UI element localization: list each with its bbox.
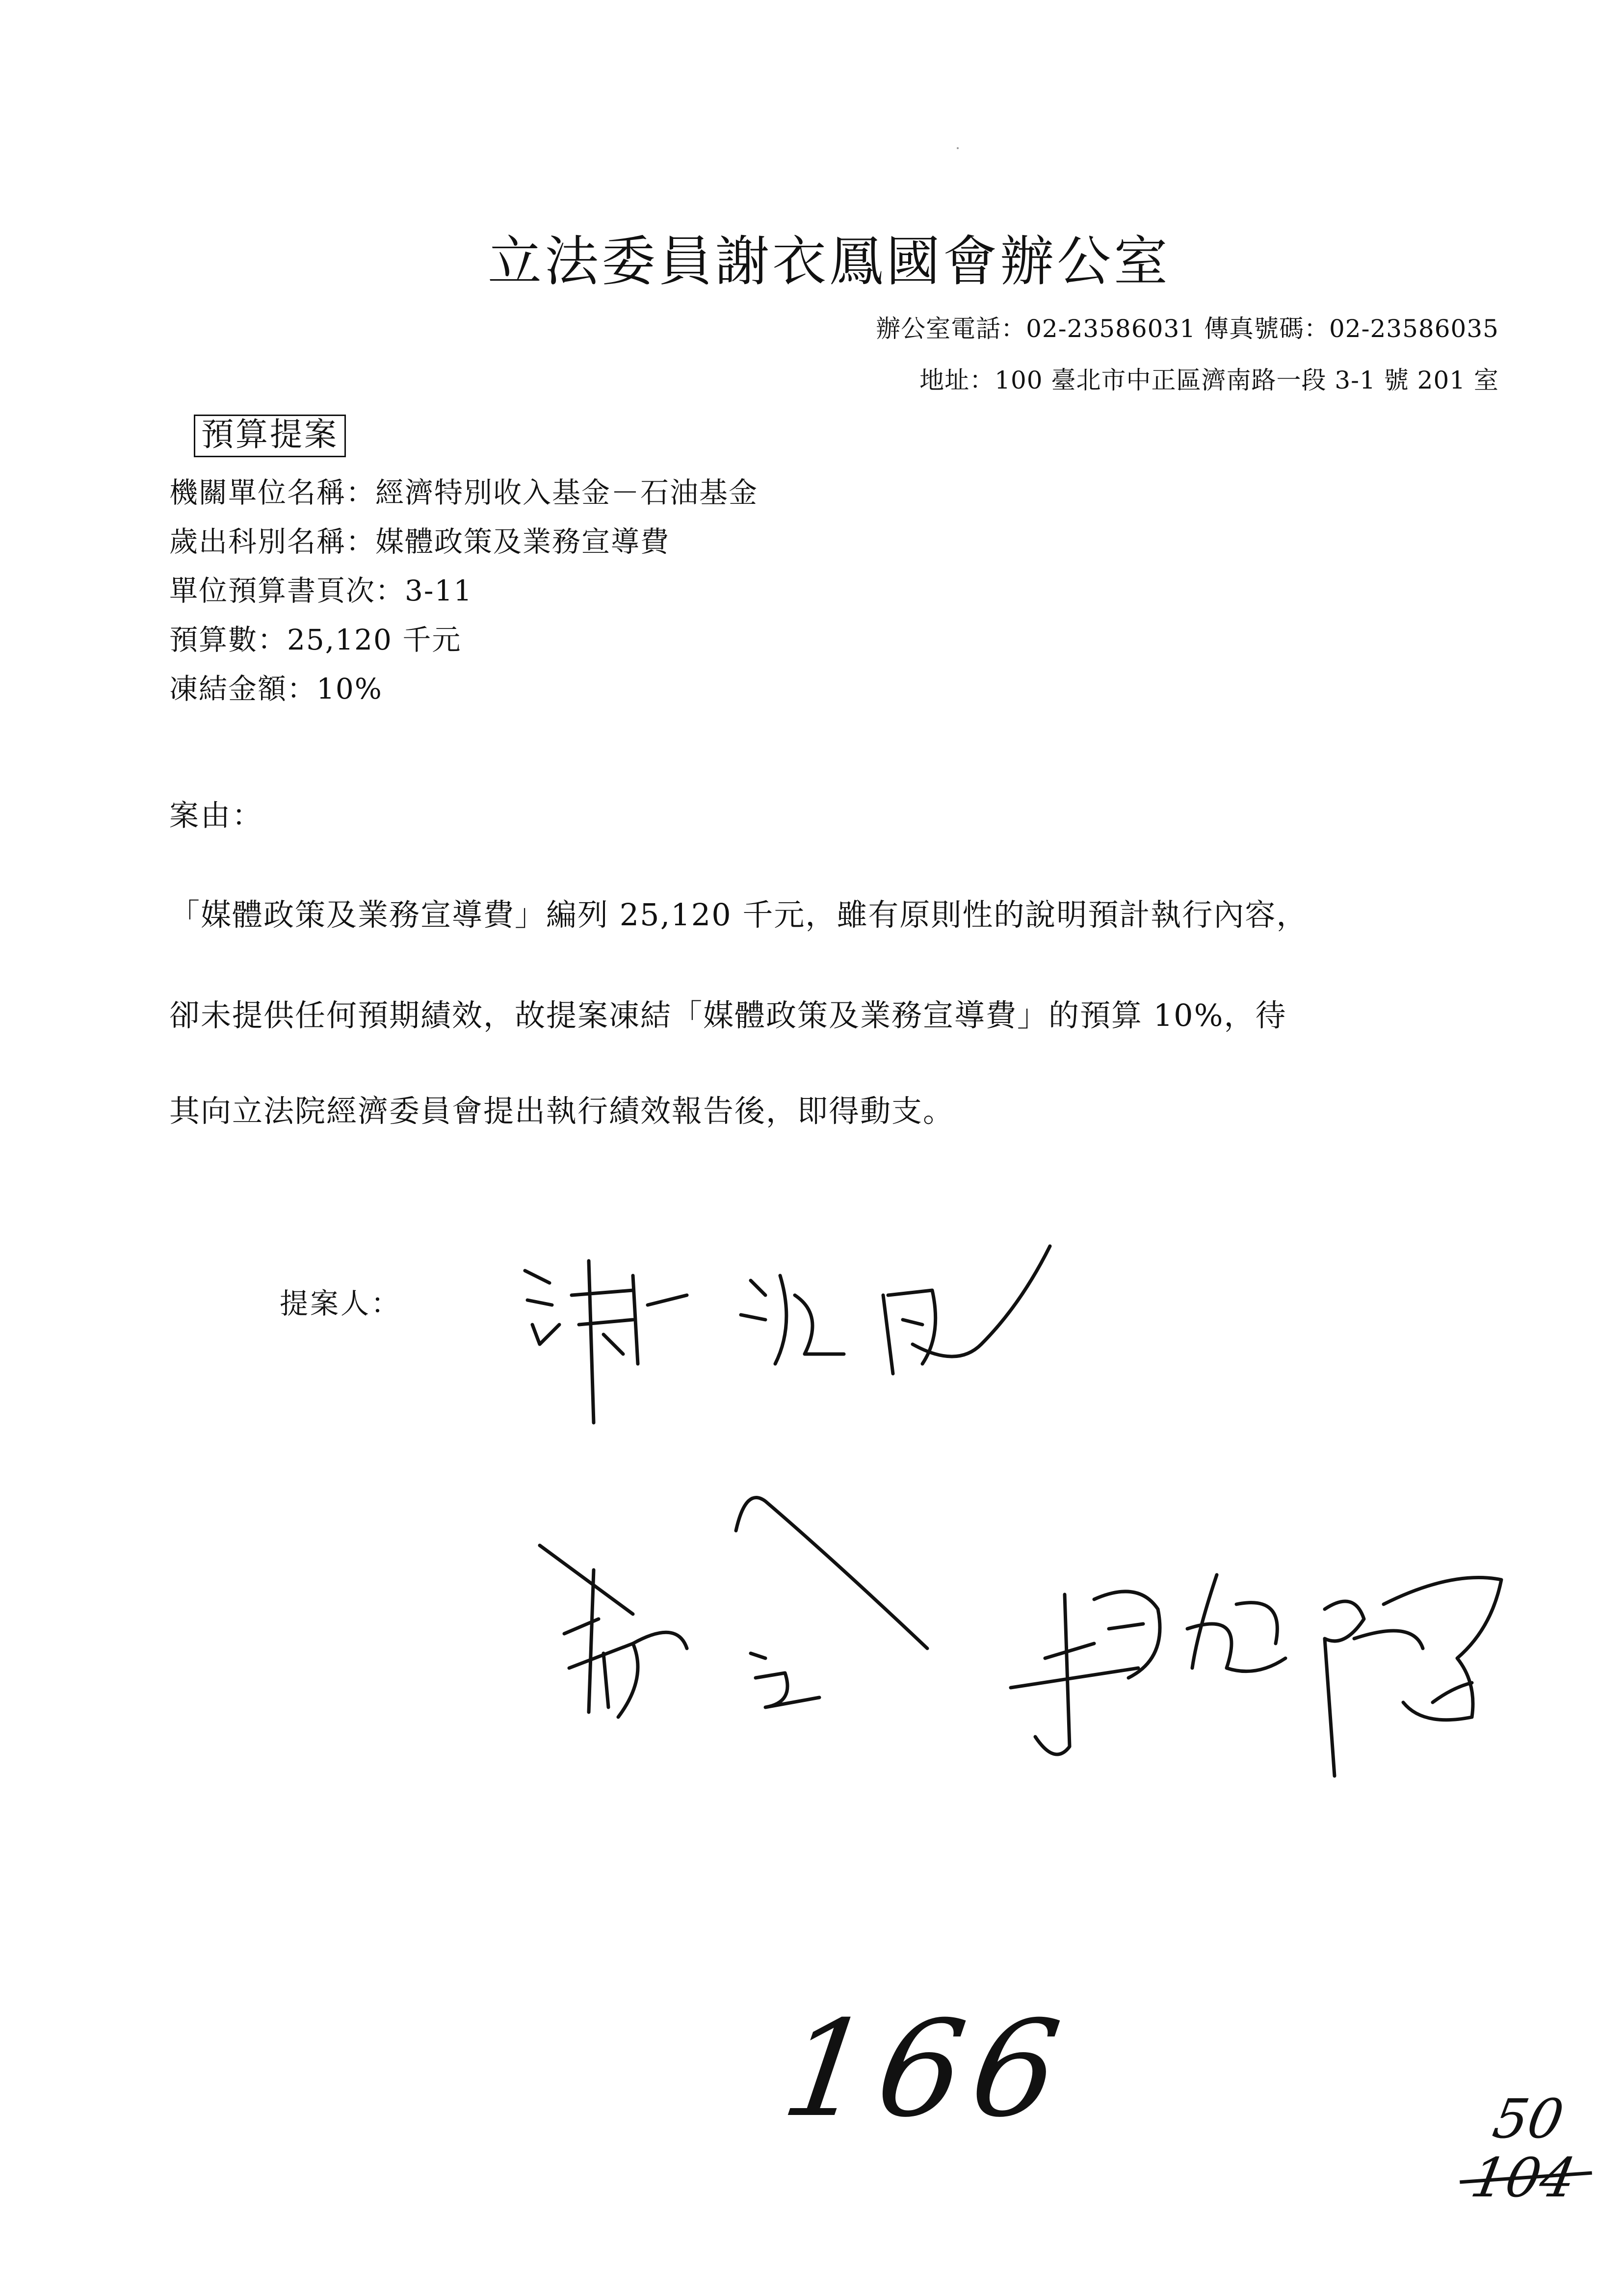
proposal-type-label: 預算提案 bbox=[194, 415, 346, 457]
budget-amount: 預算數：25,120 千元 bbox=[169, 623, 462, 656]
budget-page-ref: 單位預算書頁次：3-11 bbox=[169, 574, 473, 607]
signature-2 bbox=[540, 1498, 927, 1718]
office-address: 地址：100 臺北市中正區濟南路一段 3-1 號 201 室 bbox=[919, 366, 1499, 394]
handwritten-count-top: 50 bbox=[1488, 2087, 1569, 2150]
office-phone-fax: 辦公室電話：02-23586031 傳真號碼：02-23586035 bbox=[876, 314, 1499, 343]
proposer-label: 提案人： bbox=[280, 1287, 402, 1320]
page-number: 166 bbox=[774, 1992, 1078, 2146]
freeze-amount: 凍結金額：10% bbox=[169, 672, 383, 705]
handwritten-count-bottom: 104 bbox=[1466, 2146, 1581, 2209]
reason-line-2: 卻未提供任何預期績效，故提案凍結「媒體政策及業務宣導費」的預算 10%，待 bbox=[169, 997, 1287, 1033]
reason-line-1: 「媒體政策及業務宣導費」編列 25,120 千元，雖有原則性的說明預計執行內容， bbox=[169, 897, 1308, 933]
office-title: 立法委員謝衣鳳國會辦公室 bbox=[488, 230, 1171, 293]
signature-3 bbox=[1011, 1575, 1501, 1776]
agency-name: 機關單位名稱：經濟特別收入基金－石油基金 bbox=[169, 476, 759, 509]
reason-heading: 案由： bbox=[169, 799, 263, 833]
signature-1 bbox=[525, 1246, 1050, 1423]
reason-line-3: 其向立法院經濟委員會提出執行績效報告後，即得動支。 bbox=[169, 1093, 955, 1129]
expenditure-item: 歲出科別名稱：媒體政策及業務宣導費 bbox=[169, 525, 670, 558]
